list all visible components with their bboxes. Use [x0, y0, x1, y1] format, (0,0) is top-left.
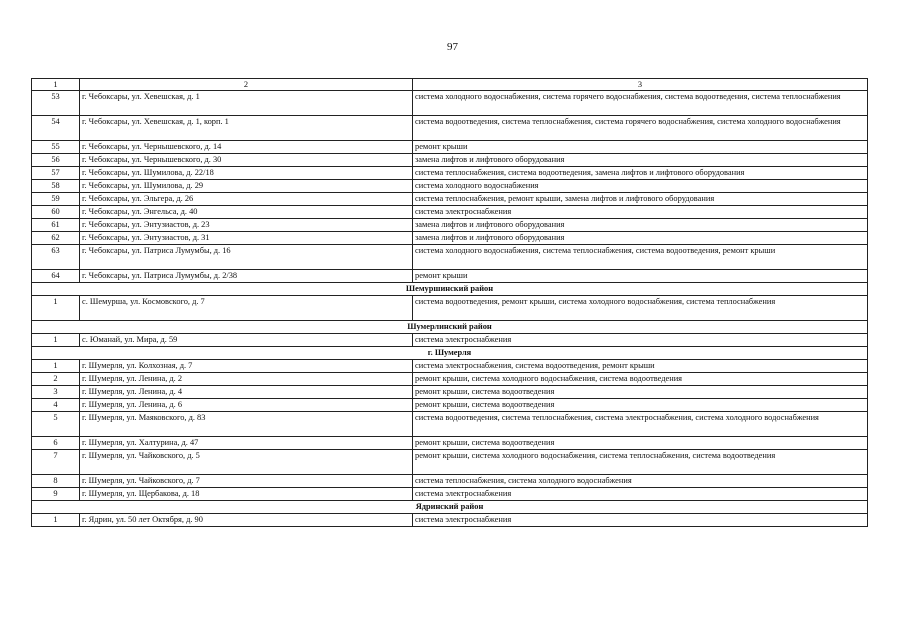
- row-number: 2: [32, 373, 80, 386]
- row-address: г. Шумерля, ул. Ленина, д. 6: [80, 399, 413, 412]
- row-works: замена лифтов и лифтового оборудования: [413, 219, 868, 232]
- row-works: ремонт крыши: [413, 141, 868, 154]
- row-address: г. Шумерля, ул. Чайковского, д. 7: [80, 475, 413, 488]
- row-number: 6: [32, 437, 80, 450]
- row-works: система холодного водоснабжения: [413, 180, 868, 193]
- table-row: [32, 373, 868, 386]
- page-number: 97: [447, 41, 458, 53]
- table-row: [32, 116, 868, 141]
- row-works: ремонт крыши, система холодного водоснабжения, система водоотведения: [413, 373, 868, 386]
- row-works: система теплоснабжения, система водоотведения, замена лифтов и лифтового оборудования: [413, 167, 868, 180]
- row-works: система холодного водоснабжения, система теплоснабжения, система водоотведения, ремонт крыши: [413, 245, 868, 270]
- row-number: 58: [32, 180, 80, 193]
- row-works: система электроснабжения: [413, 334, 868, 347]
- row-number: 9: [32, 488, 80, 501]
- row-works: система водоотведения, ремонт крыши, система холодного водоснабжения, система теплоснабжения: [413, 296, 868, 321]
- section-title: Ядринский район: [32, 501, 868, 514]
- row-address: г. Шумерля, ул. Колхозная, д. 7: [80, 360, 413, 373]
- table-row: [32, 154, 868, 167]
- section-header-row: [32, 321, 868, 334]
- table-row: [32, 475, 868, 488]
- row-number: 61: [32, 219, 80, 232]
- row-number: 60: [32, 206, 80, 219]
- row-address: г. Чебоксары, ул. Энгельса, д. 40: [80, 206, 413, 219]
- row-number: 57: [32, 167, 80, 180]
- row-address: г. Шумерля, ул. Ленина, д. 2: [80, 373, 413, 386]
- row-works: система электроснабжения: [413, 206, 868, 219]
- section-header-row: [32, 283, 868, 296]
- table-body: [32, 79, 868, 527]
- row-works: ремонт крыши, система водоотведения: [413, 437, 868, 450]
- row-address: г. Ядрин, ул. 50 лет Октября, д. 90: [80, 514, 413, 527]
- row-address: г. Шумерля, ул. Чайковского, д. 5: [80, 450, 413, 475]
- row-works: система теплоснабжения, ремонт крыши, замена лифтов и лифтового оборудования: [413, 193, 868, 206]
- row-address: г. Чебоксары, ул. Эльгера, д. 26: [80, 193, 413, 206]
- table-row: [32, 386, 868, 399]
- row-address: г. Чебоксары, ул. Патриса Лумумбы, д. 16: [80, 245, 413, 270]
- row-number: 1: [32, 296, 80, 321]
- header-col-2: 2: [80, 79, 413, 91]
- table-row: [32, 245, 868, 270]
- row-address: г. Чебоксары, ул. Патриса Лумумбы, д. 2/38: [80, 270, 413, 283]
- table-row: [32, 488, 868, 501]
- row-number: 3: [32, 386, 80, 399]
- table-row: [32, 206, 868, 219]
- row-number: 7: [32, 450, 80, 475]
- row-works: замена лифтов и лифтового оборудования: [413, 232, 868, 245]
- row-works: ремонт крыши, система водоотведения: [413, 386, 868, 399]
- row-works: система теплоснабжения, система холодного водоснабжения: [413, 475, 868, 488]
- row-address: с. Шемурша, ул. Космовского, д. 7: [80, 296, 413, 321]
- table-row: [32, 334, 868, 347]
- section-title: Шемуршинский район: [32, 283, 868, 296]
- table-row: [32, 360, 868, 373]
- row-address: г. Чебоксары, ул. Энтузиастов, д. 23: [80, 219, 413, 232]
- row-works: система электроснабжения, система водоотведения, ремонт крыши: [413, 360, 868, 373]
- section-title: Шумерлинский район: [32, 321, 868, 334]
- section-title: г. Шумерля: [32, 347, 868, 360]
- row-address: г. Чебоксары, ул. Хевешская, д. 1: [80, 91, 413, 116]
- row-works: система электроснабжения: [413, 514, 868, 527]
- table-row: [32, 514, 868, 527]
- table-row: [32, 296, 868, 321]
- row-works: система холодного водоснабжения, система горячего водоснабжения, система водоотведения, система теплоснабжения: [413, 91, 868, 116]
- row-number: 1: [32, 514, 80, 527]
- row-works: система водоотведения, система теплоснабжения, система электроснабжения, система холодного водоснабжения: [413, 412, 868, 437]
- row-works: система водоотведения, система теплоснабжения, система горячего водоснабжения, система холодного водоснабжения: [413, 116, 868, 141]
- table-row: [32, 91, 868, 116]
- repair-works-table: [31, 78, 868, 527]
- header-col-3: 3: [413, 79, 868, 91]
- row-number: 4: [32, 399, 80, 412]
- header-col-1: 1: [32, 79, 80, 91]
- row-address: г. Чебоксары, ул. Хевешская, д. 1, корп. 1: [80, 116, 413, 141]
- row-address: г. Чебоксары, ул. Чернышевского, д. 14: [80, 141, 413, 154]
- row-number: 5: [32, 412, 80, 437]
- row-works: система электроснабжения: [413, 488, 868, 501]
- row-address: г. Чебоксары, ул. Шумилова, д. 22/18: [80, 167, 413, 180]
- row-address: г. Шумерля, ул. Щербакова, д. 18: [80, 488, 413, 501]
- row-number: 1: [32, 360, 80, 373]
- row-number: 64: [32, 270, 80, 283]
- table-row: [32, 219, 868, 232]
- row-number: 62: [32, 232, 80, 245]
- table-row: [32, 270, 868, 283]
- table-row: [32, 141, 868, 154]
- row-address: г. Шумерля, ул. Маяковского, д. 83: [80, 412, 413, 437]
- table-row: [32, 232, 868, 245]
- row-address: г. Чебоксары, ул. Энтузиастов, д. 31: [80, 232, 413, 245]
- row-number: 59: [32, 193, 80, 206]
- row-address: г. Чебоксары, ул. Шумилова, д. 29: [80, 180, 413, 193]
- row-number: 55: [32, 141, 80, 154]
- row-address: с. Юманай, ул. Мира, д. 59: [80, 334, 413, 347]
- row-number: 8: [32, 475, 80, 488]
- row-works: ремонт крыши, система водоотведения: [413, 399, 868, 412]
- row-number: 1: [32, 334, 80, 347]
- row-number: 53: [32, 91, 80, 116]
- table-row: [32, 412, 868, 437]
- row-address: г. Шумерля, ул. Халтурина, д. 47: [80, 437, 413, 450]
- table-row: [32, 399, 868, 412]
- table-row: [32, 167, 868, 180]
- row-address: г. Шумерля, ул. Ленина, д. 4: [80, 386, 413, 399]
- table-row: [32, 193, 868, 206]
- table-row: [32, 450, 868, 475]
- row-number: 54: [32, 116, 80, 141]
- section-header-row: [32, 501, 868, 514]
- row-number: 63: [32, 245, 80, 270]
- table-row: [32, 180, 868, 193]
- section-header-row: [32, 347, 868, 360]
- table-row: [32, 437, 868, 450]
- row-works: ремонт крыши, система холодного водоснабжения, система теплоснабжения, система водоотведения: [413, 450, 868, 475]
- row-works: ремонт крыши: [413, 270, 868, 283]
- table-header-row: [32, 79, 868, 91]
- row-works: замена лифтов и лифтового оборудования: [413, 154, 868, 167]
- row-address: г. Чебоксары, ул. Чернышевского, д. 30: [80, 154, 413, 167]
- row-number: 56: [32, 154, 80, 167]
